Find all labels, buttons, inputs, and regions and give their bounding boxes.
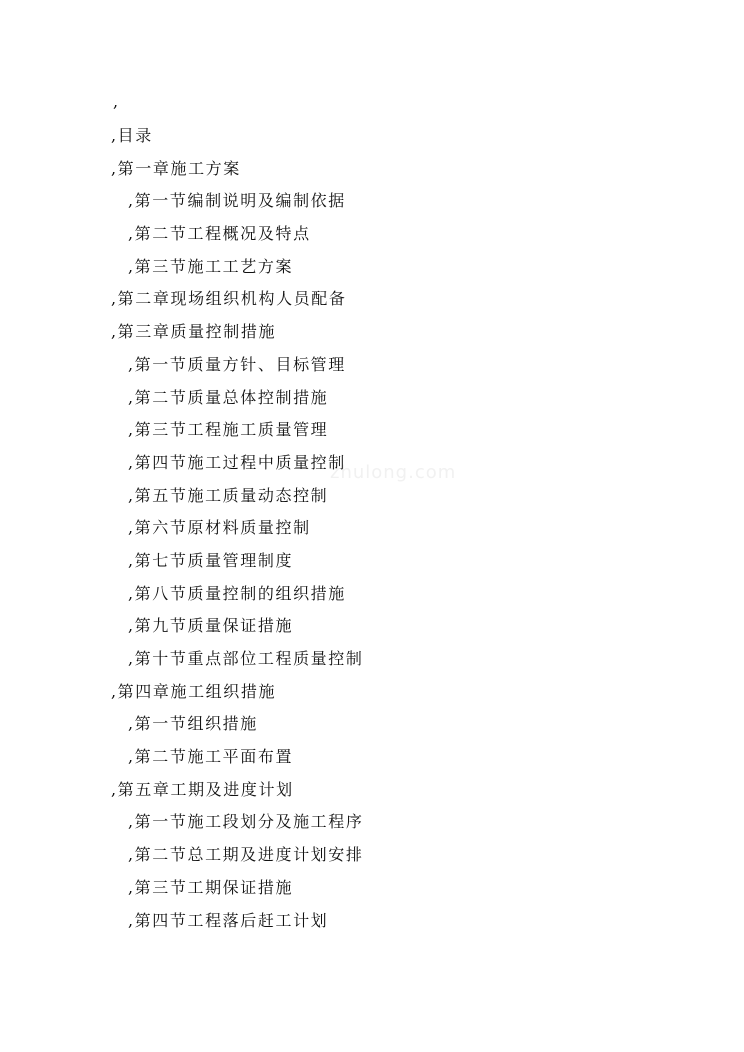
- toc-section-entry: ,第七节质量管理制度: [128, 550, 294, 570]
- toc-chapter-entry: ,第二章现场组织机构人员配备: [111, 289, 347, 309]
- toc-chapter-entry: ,第一章施工方案: [111, 158, 241, 178]
- toc-section-entry: ,第五节施工质量动态控制: [128, 485, 329, 505]
- toc-section-entry: ,第三节工期保证措施: [128, 877, 294, 897]
- toc-section-entry: ,第八节质量控制的组织措施: [128, 583, 346, 603]
- toc-section-entry: ,第三节施工工艺方案: [128, 256, 294, 276]
- toc-chapter-entry: ,目录: [111, 126, 153, 145]
- toc-section-entry: ,第二节质量总体控制措施: [128, 387, 329, 407]
- toc-section-entry: ,第一节编制说明及编制依据: [128, 191, 346, 211]
- toc-section-entry: ,第九节质量保证措施: [128, 616, 294, 636]
- toc-section-entry: ,第一节施工段划分及施工程序: [128, 812, 364, 832]
- leading-comma: ,: [113, 92, 119, 111]
- toc-section-entry: ,第二节施工平面布置: [128, 747, 294, 767]
- toc-section-entry: ,第三节工程施工质量管理: [128, 420, 329, 440]
- toc-chapter-entry: ,第五章工期及进度计划: [111, 779, 294, 799]
- toc-chapter-entry: ,第四章施工组织措施: [111, 681, 277, 701]
- toc-section-entry: ,第六节原材料质量控制: [128, 518, 311, 538]
- toc-section-entry: ,第四节施工过程中质量控制: [128, 452, 346, 472]
- toc-section-entry: ,第二节总工期及进度计划安排: [128, 845, 364, 865]
- toc-section-entry: ,第二节工程概况及特点: [128, 224, 311, 244]
- toc-chapter-entry: ,第三章质量控制措施: [111, 322, 277, 342]
- toc-section-entry: ,第四节工程落后赶工计划: [128, 910, 329, 930]
- toc-section-entry: ,第一节组织措施: [128, 714, 258, 734]
- table-of-contents: [0, 124, 744, 941]
- toc-section-entry: ,第十节重点部位工程质量控制: [128, 649, 364, 668]
- toc-section-entry: ,第一节质量方针、目标管理: [128, 354, 346, 374]
- watermark: zhulong.com: [330, 462, 457, 483]
